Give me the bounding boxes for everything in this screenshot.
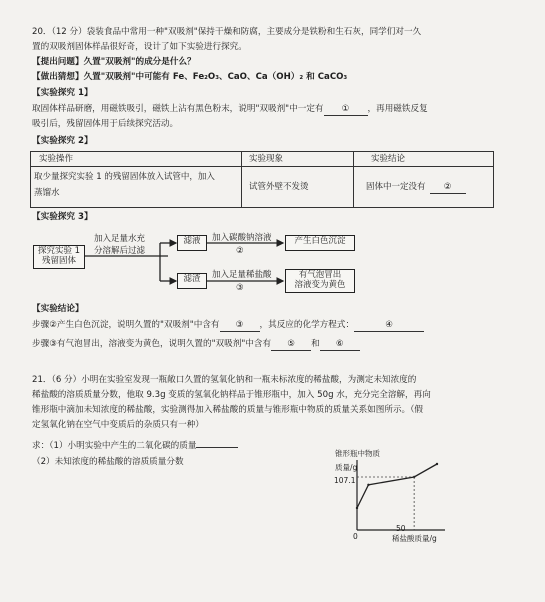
- answer-blank-6[interactable]: ⑥: [320, 339, 360, 351]
- q20-exp1-line2: 吸引后，残留固体用于后续探究活动。: [32, 119, 179, 129]
- answer-blank-4[interactable]: ④: [354, 320, 424, 332]
- answer-blank-3[interactable]: ③: [220, 320, 260, 332]
- table-header-operation: 实验操作: [39, 154, 74, 164]
- table-header-phenomenon: 实验现象: [249, 154, 284, 164]
- q21-line1: 21．（6 分）小明在实验室发现一瓶敞口久置的氢氧化钠和一瓶未标浓度的稀盐酸，为测定未知浓度的: [32, 375, 417, 385]
- q20-intro-line2: 置的双吸剂固体样品很好奇，设计了如下实验进行探究。: [32, 42, 247, 52]
- step3-label: 加入足量稀盐酸: [212, 270, 272, 280]
- c2-text: 步骤③有气泡冒出，溶液变为黄色，说明久置的"双吸剂"中含有: [32, 339, 272, 349]
- q20-exp1-line1-end: ，再用磁铁反复: [367, 104, 428, 114]
- filtrate-box: 滤液: [177, 235, 207, 251]
- q20-exp2-title: 【实验探究 2】: [32, 136, 93, 146]
- start-box-line1: 探究实验 1: [37, 246, 81, 256]
- q20-raise-question: 【提出问题】久置"双吸剂"的成分是什么？: [32, 57, 196, 67]
- chart-x-tick-50: 50: [396, 524, 406, 533]
- step2-label: 加入碳酸钠溶液: [212, 233, 272, 243]
- chart-point-1: [367, 484, 369, 486]
- chart-title: 锥形瓶中物质: [335, 449, 380, 458]
- chart-x-tick-0: 0: [353, 532, 358, 541]
- chart-y-label: 质量/g: [335, 463, 358, 472]
- q21-line3: 锥形瓶中滴加未知浓度的稀盐酸，实验测得加入稀盐酸的质量与锥形瓶中物质的质量关系如图所示。（假: [32, 405, 424, 415]
- chart-y-tick-107: 107.1: [334, 476, 356, 485]
- q20-exp1-line1-text: 取固体样品研磨，用磁铁吸引，磁铁上沾有黑色粉末，说明"双吸剂"中一定有: [32, 104, 324, 114]
- start-box-line2: 残留固体: [41, 256, 76, 266]
- chart-point-0: [356, 507, 358, 509]
- answer-blank-1[interactable]: ①: [324, 104, 368, 116]
- c2-and: 和: [311, 339, 320, 349]
- table-cell-operation-line1: 取少量探究实验 1 的残留固体放入试管中，加入: [34, 172, 215, 182]
- q20-intro-line1: 20．（12 分）袋装食品中常用一种"双吸剂"保持干燥和防腐，主要成分是铁粉和生石灰，同学们对一久: [32, 27, 422, 37]
- chart-x-label: 稀盐酸质量/g: [392, 534, 437, 543]
- table-cell-operation-line2: 蒸馏水: [34, 188, 60, 198]
- chart-point-3: [436, 463, 438, 465]
- q21-line2: 稀盐酸的溶质质量分数，他取 9.3g 变质的氢氧化钠样品于锥形瓶中，加入 50g 水，充分完全溶解，再向: [32, 390, 431, 400]
- step1-label-line2: 分溶解后过滤: [94, 246, 146, 256]
- q20-exp3-title: 【实验探究 3】: [32, 212, 93, 222]
- q20-exp1-title: 【实验探究 1】: [32, 88, 93, 98]
- step2-number: ②: [236, 246, 244, 256]
- answer-blank-5[interactable]: ⑤: [271, 339, 311, 351]
- q21-ask2: （2）未知浓度的稀盐酸的溶质质量分数: [32, 457, 184, 467]
- c1-mid: ，其反应的化学方程式：: [259, 320, 355, 330]
- q20-hypothesis: 【做出猜想】久置"双吸剂"中可能有 Fe、Fe₂O₃、CaO、Ca（OH）₂ 和 CaCO₃: [32, 72, 348, 82]
- q20-conclusion-title: 【实验结论】: [32, 304, 84, 314]
- table-cell-conclusion-text: 固体中一定没有: [366, 182, 426, 192]
- table-header-conclusion: 实验结论: [371, 154, 406, 164]
- result2-line2: 溶液变为黄色: [294, 280, 346, 290]
- q21-ask1-text: 求：（1）小明实验中产生的二氧化碳的质量: [32, 441, 197, 451]
- table-cell-phenomenon: 试管外壁不发烫: [249, 182, 309, 192]
- answer-blank-2[interactable]: ②: [430, 182, 466, 194]
- result2-line1: 有气泡冒出: [298, 270, 342, 280]
- step3-number: ③: [236, 283, 244, 293]
- step1-label-line1: 加入足量水充: [94, 234, 146, 244]
- result-white-precipitate: 产生白色沉淀: [285, 235, 355, 251]
- residue-box: 滤渣: [177, 273, 207, 289]
- c1-text: 步骤②产生白色沉淀，说明久置的"双吸剂"中含有: [32, 320, 220, 330]
- q21-line4: 定氢氧化钠在空气中变质后的杂质只有一种）: [32, 420, 204, 430]
- chart-series-line: [357, 464, 437, 508]
